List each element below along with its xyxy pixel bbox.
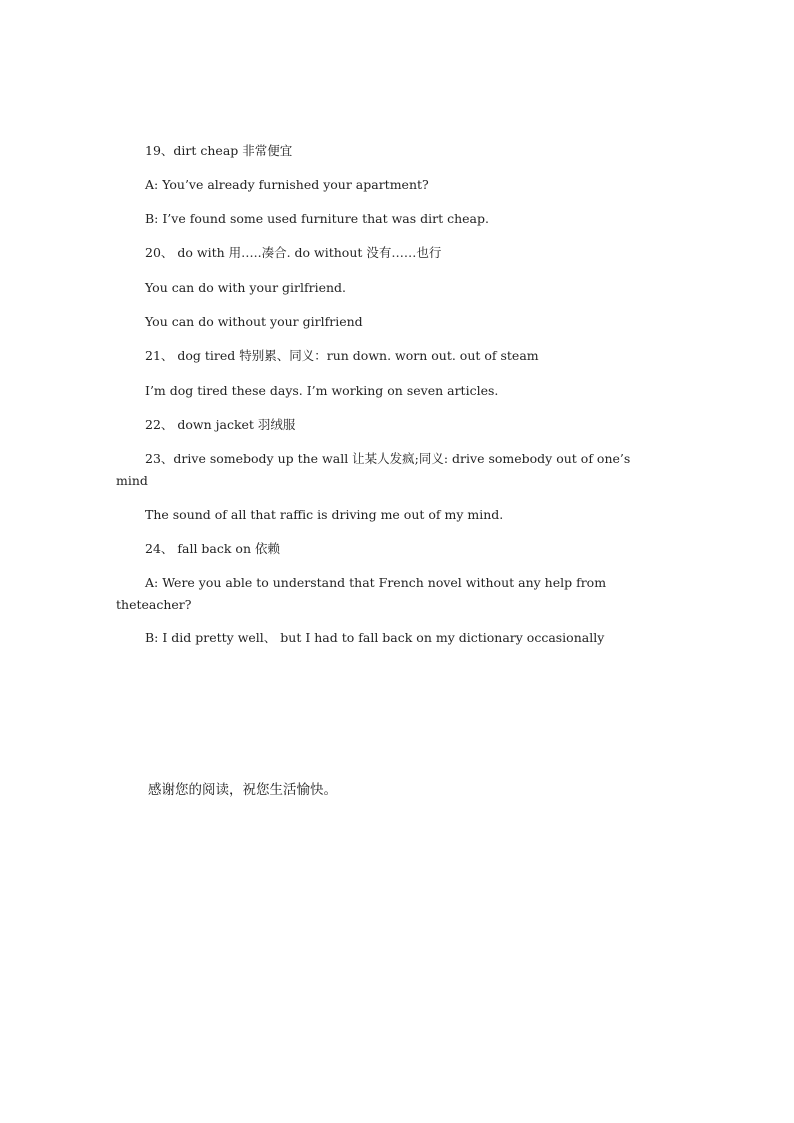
item-24-dialog-a: A: Were you able to understand that French novel without any help from theteacher? [116,575,607,612]
item-20-example-2: You can do without your girlfriend [145,314,363,329]
item-21-example: I’m dog tired these days. I’m working on seven articles. [145,383,499,398]
item-24-heading: 24、 fall back on 依赖 [145,541,280,556]
item-20-heading: 20、 do with 用…..凑合. do without 没有……也行 [145,245,442,260]
item-23-heading: 23、drive somebody up the wall 让某人发疯;同义: drive somebody out of one’s mind [116,451,631,488]
item-24-dialog-b: B: I did pretty well、 but I had to fall back on my dictionary occasionally [145,630,605,645]
item-19-heading: 19、dirt cheap 非常便宜 [145,143,293,158]
item-21-heading: 21、 dog tired 特别累、同义：run down. worn out. out of steam [145,348,539,363]
item-22-heading: 22、 down jacket 羽绒服 [145,417,296,432]
closing-message: 感谢您的阅读，祝您生活愉快。 [148,782,337,798]
item-23-example: The sound of all that raffic is driving me out of my mind. [145,507,504,522]
item-19-dialog-b: B: I’ve found some used furniture that was dirt cheap. [145,211,489,226]
item-19-dialog-a: A: You’ve already furnished your apartment? [145,177,429,192]
item-20-example-1: You can do with your girlfriend. [145,280,347,295]
